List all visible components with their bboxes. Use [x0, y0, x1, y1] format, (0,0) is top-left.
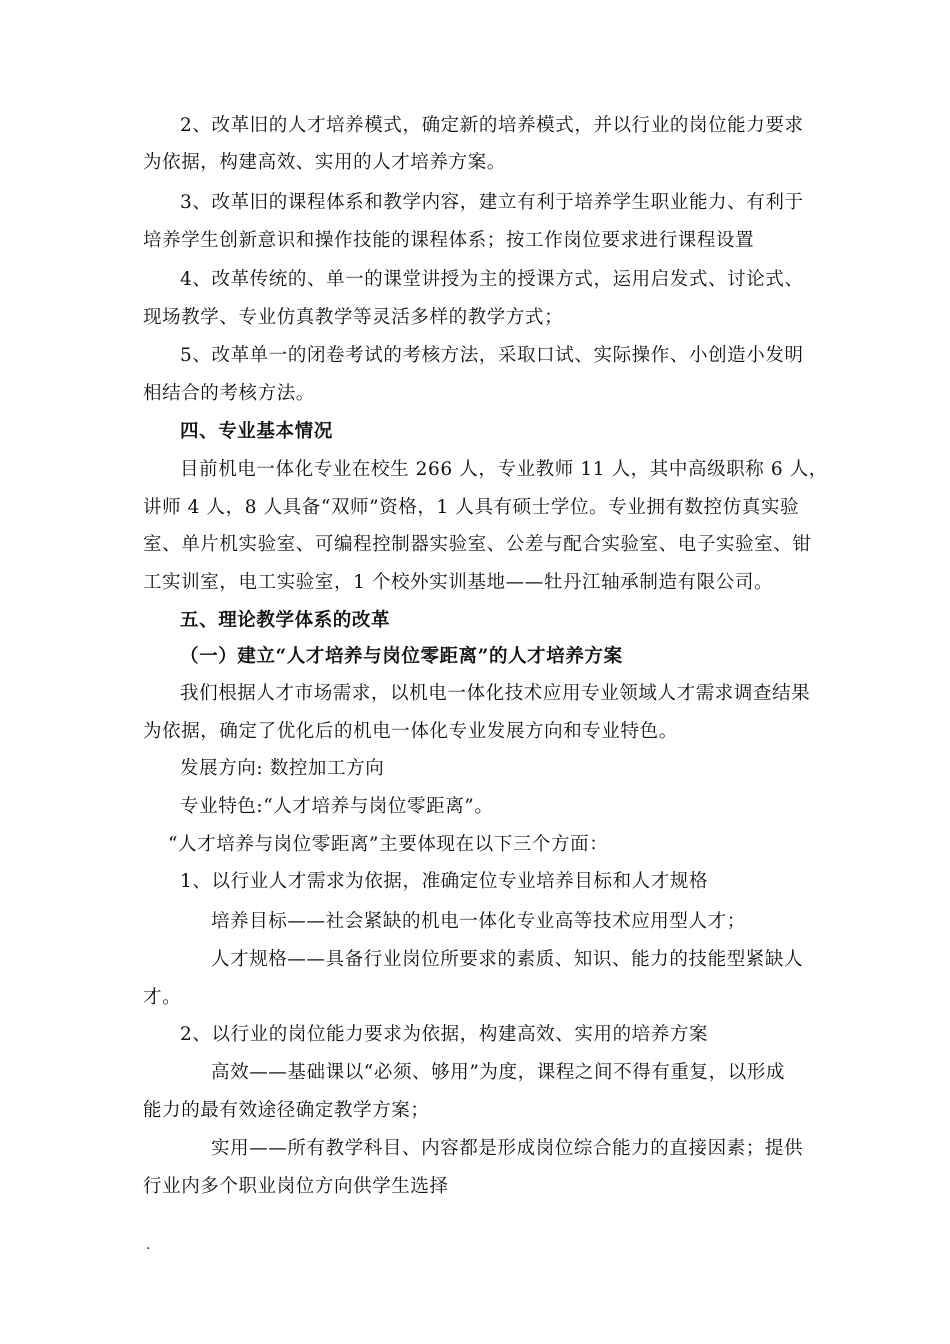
section-heading: 四、专业基本情况	[180, 421, 333, 442]
paragraph-line: 讲师 4 人，8 人具备“双师”资格，1 人具有硕士学位。专业拥有数控仿真实验	[143, 497, 800, 518]
paragraph-line: 能力的最有效途径确定教学方案；	[143, 1100, 430, 1121]
paragraph-line: 2、改革旧的人才培养模式，确定新的培养模式，并以行业的岗位能力要求	[180, 115, 804, 136]
paragraph-line: 培养学生创新意识和操作技能的课程体系；按工作岗位要求进行课程设置	[143, 230, 755, 251]
paragraph-line: 发展方向: 数控加工方向	[180, 758, 385, 779]
paragraph-line: 5、改革单一的闭卷考试的考核方法，采取口试、实际操作、小创造小发明	[180, 345, 804, 366]
paragraph-line: 为依据，构建高效、实用的人才培养方案。	[143, 152, 506, 173]
paragraph-line: 2、以行业的岗位能力要求为依据，构建高效、实用的培养方案	[180, 1024, 709, 1045]
paragraph-line: 才。	[143, 987, 182, 1008]
paragraph-line: 人才规格——具备行业岗位所要求的素质、知识、能力的技能型紧缺人	[211, 949, 804, 970]
paragraph-line: 实用——所有教学科目、内容都是形成岗位综合能力的直接因素；提供	[211, 1138, 804, 1159]
section-heading: 五、理论教学体系的改革	[180, 610, 391, 631]
footer-mark: .	[146, 1237, 151, 1253]
paragraph-line: 高效——基础课以“必须、够用”为度，课程之间不得有重复，以形成	[211, 1062, 786, 1083]
paragraph-line: 专业特色:“人才培养与岗位零距离”。	[180, 796, 494, 817]
subsection-heading: （一）建立“人才培养与岗位零距离”的人才培养方案	[180, 646, 623, 667]
paragraph-line: “人才培养与岗位零距离”主要体现在以下三个方面：	[168, 834, 609, 855]
paragraph-line: 培养目标——社会紧缺的机电一体化专业高等技术应用型人才；	[211, 911, 746, 932]
paragraph-line: 室、单片机实验室、可编程控制器实验室、公差与配合实验室、电子实验室、钳	[143, 534, 812, 555]
paragraph-line: 4、改革传统的、单一的课堂讲授为主的授课方式，运用启发式、讨论式、	[180, 269, 804, 290]
paragraph-line: 行业内多个职业岗位方向供学生选择	[143, 1176, 449, 1197]
paragraph-line: 3、改革旧的课程体系和教学内容，建立有利于培养学生职业能力、有利于	[180, 192, 804, 213]
paragraph-line: 现场教学、专业仿真教学等灵活多样的教学方式；	[143, 307, 564, 328]
paragraph-line: 工实训室，电工实验室，1 个校外实训基地——牡丹江轴承制造有限公司。	[143, 572, 774, 593]
paragraph-line: 目前机电一体化专业在校生 266 人，专业教师 11 人，其中高级职称 6 人，	[180, 459, 828, 480]
paragraph-line: 相结合的考核方法。	[143, 383, 315, 404]
paragraph-line: 我们根据人才市场需求，以机电一体化技术应用专业领域人才需求调查结果	[180, 683, 811, 704]
paragraph-line: 为依据，确定了优化后的机电一体化专业发展方向和专业特色。	[143, 721, 678, 742]
paragraph-line: 1、以行业人才需求为依据，准确定位专业培养目标和人才规格	[180, 871, 709, 892]
